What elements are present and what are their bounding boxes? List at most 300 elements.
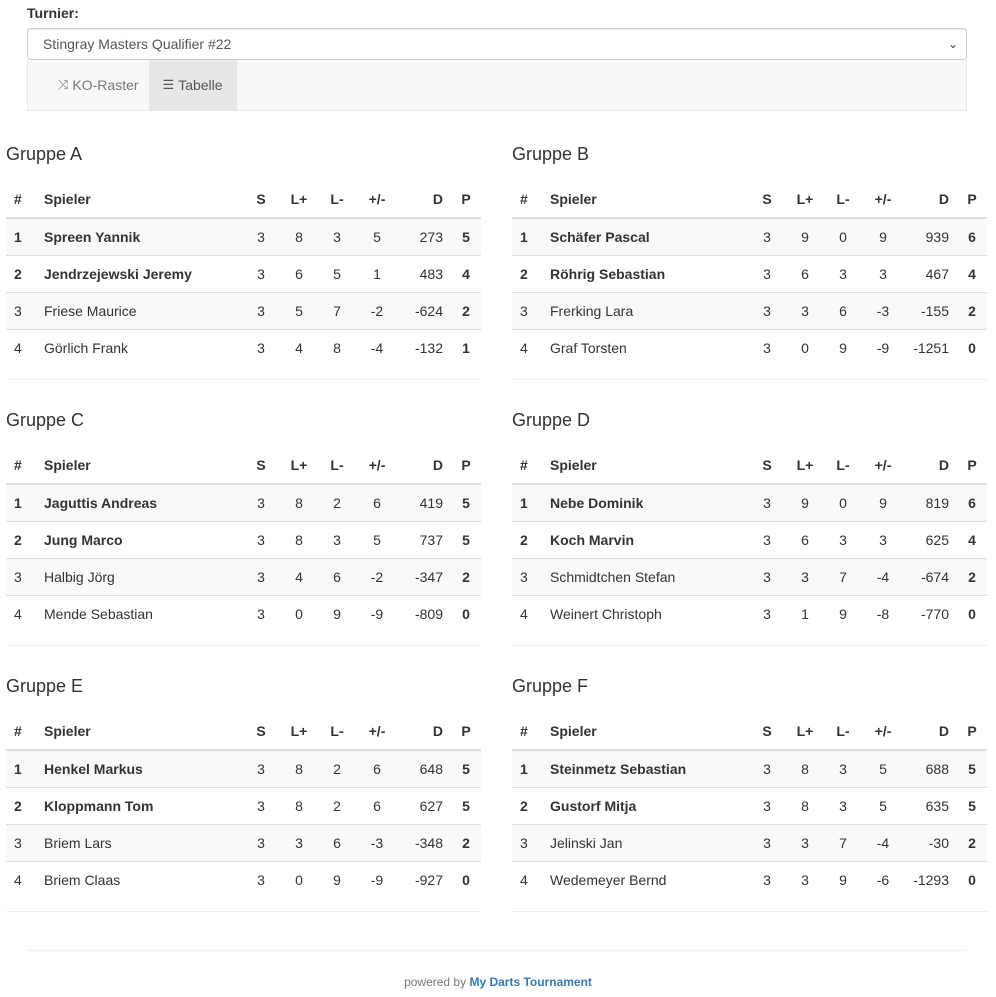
cell-p: 0 — [957, 330, 987, 367]
table-header-row — [6, 713, 481, 750]
cell-lp: 8 — [279, 218, 319, 256]
group-a — [6, 143, 481, 366]
cell-s: 3 — [243, 218, 279, 256]
cell-d: -624 — [399, 293, 451, 330]
cell-diff: 9 — [861, 484, 905, 522]
cell-d: -927 — [399, 862, 451, 899]
cell-player: Friese Maurice — [36, 293, 243, 330]
cell-lp: 3 — [785, 293, 825, 330]
column-header-d: D — [399, 181, 451, 218]
cell-lm: 9 — [825, 596, 861, 633]
cell-rank: 1 — [512, 218, 542, 256]
cell-lm: 9 — [319, 596, 355, 633]
cell-diff: 6 — [355, 750, 399, 788]
cell-diff: -4 — [861, 825, 905, 862]
cell-diff: 6 — [355, 788, 399, 825]
cell-s: 3 — [749, 293, 785, 330]
cell-player: Spreen Yannik — [36, 218, 243, 256]
cell-d: 625 — [905, 522, 957, 559]
column-header-diff: +/- — [861, 447, 905, 484]
group-title: Gruppe E — [6, 676, 84, 696]
cell-s: 3 — [243, 293, 279, 330]
cell-lp: 0 — [785, 330, 825, 367]
cell-d: -132 — [399, 330, 451, 367]
group-title: Gruppe A — [6, 144, 83, 164]
table-row — [6, 256, 481, 293]
cell-lm: 2 — [319, 750, 355, 788]
cell-diff: 9 — [861, 218, 905, 256]
cell-diff: -8 — [861, 596, 905, 633]
column-header-s: S — [243, 713, 279, 750]
column-header-lp: L+ — [785, 713, 825, 750]
cell-player: Steinmetz Sebastian — [542, 750, 749, 788]
cell-rank: 1 — [512, 484, 542, 522]
cell-player: Jendrzejewski Jeremy — [36, 256, 243, 293]
cell-lp: 8 — [785, 750, 825, 788]
table-row — [512, 750, 987, 788]
cell-lm: 9 — [319, 862, 355, 899]
cell-rank: 4 — [512, 596, 542, 633]
cell-diff: 5 — [355, 218, 399, 256]
column-header-lp: L+ — [785, 181, 825, 218]
cell-player: Jaguttis Andreas — [36, 484, 243, 522]
cell-s: 3 — [749, 218, 785, 256]
cell-player: Jung Marco — [36, 522, 243, 559]
table-row — [6, 218, 481, 256]
cell-p: 2 — [451, 825, 481, 862]
cell-lm: 3 — [319, 522, 355, 559]
cell-lm: 2 — [319, 788, 355, 825]
tab-ko-raster-label: KO-Raster — [72, 77, 139, 93]
cell-d: 737 — [399, 522, 451, 559]
cell-s: 3 — [749, 522, 785, 559]
table-row — [6, 522, 481, 559]
cell-p: 5 — [451, 788, 481, 825]
cell-rank: 1 — [6, 484, 36, 522]
group-title: Gruppe F — [512, 676, 589, 696]
cell-diff: 1 — [355, 256, 399, 293]
cell-d: -347 — [399, 559, 451, 596]
column-header-diff: +/- — [355, 447, 399, 484]
column-header-p: P — [451, 181, 481, 218]
column-header-lm: L- — [319, 447, 355, 484]
cell-diff: -3 — [355, 825, 399, 862]
tournament-label: Turnier: — [27, 5, 79, 21]
column-header-diff: +/- — [861, 181, 905, 218]
cell-lm: 7 — [825, 559, 861, 596]
column-header-s: S — [749, 181, 785, 218]
cell-s: 3 — [243, 788, 279, 825]
column-header-player: Spieler — [36, 713, 243, 750]
cell-d: 648 — [399, 750, 451, 788]
cell-diff: -2 — [355, 559, 399, 596]
cell-p: 2 — [957, 559, 987, 596]
table-row — [512, 293, 987, 330]
cell-diff: -2 — [355, 293, 399, 330]
cell-p: 4 — [957, 522, 987, 559]
cell-p: 5 — [451, 522, 481, 559]
cell-rank: 1 — [6, 218, 36, 256]
table-row — [6, 825, 481, 862]
cell-d: -30 — [905, 825, 957, 862]
cell-player: Gustorf Mitja — [542, 788, 749, 825]
table-row — [6, 484, 481, 522]
column-header-rank: # — [512, 447, 542, 484]
cell-lm: 6 — [825, 293, 861, 330]
cell-player: Mende Sebastian — [36, 596, 243, 633]
column-header-rank: # — [6, 713, 36, 750]
cell-d: 483 — [399, 256, 451, 293]
table-header-row — [6, 447, 481, 484]
cell-s: 3 — [749, 596, 785, 633]
cell-player: Röhrig Sebastian — [542, 256, 749, 293]
cell-p: 2 — [451, 559, 481, 596]
cell-p: 2 — [957, 293, 987, 330]
cell-p: 5 — [451, 484, 481, 522]
cell-s: 3 — [243, 522, 279, 559]
cell-p: 5 — [957, 788, 987, 825]
cell-p: 0 — [957, 862, 987, 899]
column-header-p: P — [957, 447, 987, 484]
column-header-s: S — [749, 713, 785, 750]
table-header-row — [6, 181, 481, 218]
column-header-p: P — [451, 713, 481, 750]
cell-p: 2 — [957, 825, 987, 862]
cell-rank: 2 — [512, 256, 542, 293]
cell-diff: 5 — [355, 522, 399, 559]
cell-lp: 3 — [785, 862, 825, 899]
column-header-lp: L+ — [279, 181, 319, 218]
table-header-row — [512, 447, 987, 484]
cell-lm: 9 — [825, 862, 861, 899]
cell-s: 3 — [749, 825, 785, 862]
cell-player: Schäfer Pascal — [542, 218, 749, 256]
cell-d: -674 — [905, 559, 957, 596]
column-header-d: D — [399, 447, 451, 484]
cell-p: 5 — [957, 750, 987, 788]
column-header-d: D — [905, 181, 957, 218]
cell-lp: 8 — [279, 750, 319, 788]
column-header-p: P — [451, 447, 481, 484]
column-header-rank: # — [512, 713, 542, 750]
cell-lm: 3 — [825, 750, 861, 788]
cell-s: 3 — [243, 559, 279, 596]
table-row — [512, 522, 987, 559]
tab-tabelle[interactable] — [149, 60, 237, 110]
table-row — [512, 596, 987, 633]
column-header-lm: L- — [825, 713, 861, 750]
group-divider — [6, 645, 481, 646]
cell-d: -1251 — [905, 330, 957, 367]
column-header-d: D — [905, 447, 957, 484]
cell-d: 939 — [905, 218, 957, 256]
cell-lp: 9 — [785, 484, 825, 522]
standings-table — [512, 181, 987, 366]
standings-table — [6, 181, 481, 366]
cell-s: 3 — [243, 256, 279, 293]
cell-rank: 3 — [512, 825, 542, 862]
group-title: Gruppe D — [512, 410, 591, 430]
cell-diff: -9 — [355, 862, 399, 899]
cell-lm: 2 — [319, 484, 355, 522]
cell-lm: 3 — [825, 256, 861, 293]
cell-p: 0 — [451, 862, 481, 899]
standings-table — [512, 713, 987, 898]
cell-rank: 3 — [6, 559, 36, 596]
cell-d: 635 — [905, 788, 957, 825]
column-header-d: D — [905, 713, 957, 750]
column-header-player: Spieler — [542, 181, 749, 218]
tournament-select-value: Stingray Masters Qualifier #22 — [43, 36, 232, 52]
cell-rank: 2 — [6, 522, 36, 559]
column-header-lm: L- — [319, 181, 355, 218]
cell-lm: 7 — [319, 293, 355, 330]
cell-diff: -3 — [861, 293, 905, 330]
cell-rank: 3 — [6, 825, 36, 862]
cell-s: 3 — [243, 825, 279, 862]
cell-player: Briem Lars — [36, 825, 243, 862]
cell-player: Schmidtchen Stefan — [542, 559, 749, 596]
cell-rank: 4 — [6, 596, 36, 633]
tab-ko-raster[interactable] — [48, 60, 149, 110]
cell-lp: 4 — [279, 559, 319, 596]
group-title: Gruppe B — [512, 144, 590, 164]
table-row — [512, 862, 987, 899]
group-divider — [512, 645, 987, 646]
column-header-lm: L- — [319, 713, 355, 750]
cell-diff: -9 — [861, 330, 905, 367]
cell-player: Briem Claas — [36, 862, 243, 899]
cell-lp: 8 — [785, 788, 825, 825]
cell-lp: 3 — [785, 825, 825, 862]
cell-diff: -9 — [355, 596, 399, 633]
cell-lp: 8 — [279, 522, 319, 559]
cell-rank: 2 — [6, 788, 36, 825]
column-header-rank: # — [6, 181, 36, 218]
group-f — [512, 675, 987, 898]
cell-rank: 3 — [512, 293, 542, 330]
cell-lm: 5 — [319, 256, 355, 293]
random-icon: ⤨ — [58, 77, 69, 92]
cell-rank: 1 — [512, 750, 542, 788]
table-row — [512, 825, 987, 862]
cell-diff: 3 — [861, 522, 905, 559]
cell-rank: 3 — [6, 293, 36, 330]
table-row — [6, 293, 481, 330]
cell-player: Halbig Jörg — [36, 559, 243, 596]
cell-lp: 0 — [279, 596, 319, 633]
cell-lm: 3 — [825, 522, 861, 559]
cell-player: Wedemeyer Bernd — [542, 862, 749, 899]
column-header-lm: L- — [825, 447, 861, 484]
view-tabs — [27, 60, 967, 111]
table-row — [6, 862, 481, 899]
footer-link[interactable]: My Darts Tournament — [469, 975, 592, 989]
cell-s: 3 — [749, 330, 785, 367]
standings-table — [6, 713, 481, 898]
cell-d: 419 — [399, 484, 451, 522]
column-header-s: S — [243, 447, 279, 484]
list-icon: ☰ — [162, 77, 175, 92]
group-e — [6, 675, 481, 898]
group-divider — [6, 911, 481, 912]
cell-player: Graf Torsten — [542, 330, 749, 367]
cell-lm: 8 — [319, 330, 355, 367]
cell-d: -155 — [905, 293, 957, 330]
cell-d: 688 — [905, 750, 957, 788]
column-header-lp: L+ — [279, 713, 319, 750]
cell-player: Kloppmann Tom — [36, 788, 243, 825]
group-title: Gruppe C — [6, 410, 85, 430]
column-header-rank: # — [512, 181, 542, 218]
cell-rank: 4 — [512, 330, 542, 367]
cell-lp: 1 — [785, 596, 825, 633]
cell-diff: 5 — [861, 750, 905, 788]
cell-d: 467 — [905, 256, 957, 293]
cell-diff: 3 — [861, 256, 905, 293]
cell-lm: 6 — [319, 559, 355, 596]
cell-d: -770 — [905, 596, 957, 633]
cell-diff: -4 — [861, 559, 905, 596]
cell-s: 3 — [749, 484, 785, 522]
group-d — [512, 409, 987, 632]
column-header-diff: +/- — [355, 181, 399, 218]
cell-lm: 9 — [825, 330, 861, 367]
cell-d: -809 — [399, 596, 451, 633]
cell-lp: 6 — [279, 256, 319, 293]
cell-lp: 6 — [785, 256, 825, 293]
cell-rank: 3 — [512, 559, 542, 596]
cell-d: 273 — [399, 218, 451, 256]
cell-d: 627 — [399, 788, 451, 825]
cell-player: Frerking Lara — [542, 293, 749, 330]
footer-prefix: powered by — [404, 975, 467, 989]
column-header-player: Spieler — [542, 713, 749, 750]
cell-diff: -4 — [355, 330, 399, 367]
cell-s: 3 — [243, 750, 279, 788]
column-header-d: D — [399, 713, 451, 750]
column-header-player: Spieler — [542, 447, 749, 484]
group-divider — [512, 911, 987, 912]
column-header-player: Spieler — [36, 447, 243, 484]
footer-divider — [27, 950, 967, 951]
table-row — [6, 788, 481, 825]
table-row — [512, 484, 987, 522]
cell-lp: 8 — [279, 788, 319, 825]
cell-rank: 2 — [512, 522, 542, 559]
cell-lp: 3 — [279, 825, 319, 862]
cell-lm: 6 — [319, 825, 355, 862]
column-header-player: Spieler — [36, 181, 243, 218]
cell-lm: 3 — [825, 788, 861, 825]
cell-d: -1293 — [905, 862, 957, 899]
cell-lm: 0 — [825, 484, 861, 522]
cell-lp: 5 — [279, 293, 319, 330]
cell-rank: 2 — [6, 256, 36, 293]
column-header-s: S — [749, 447, 785, 484]
cell-p: 5 — [451, 218, 481, 256]
cell-rank: 4 — [6, 862, 36, 899]
table-header-row — [512, 713, 987, 750]
standings-table — [512, 447, 987, 632]
cell-lp: 0 — [279, 862, 319, 899]
cell-p: 6 — [957, 218, 987, 256]
cell-s: 3 — [749, 750, 785, 788]
cell-rank: 4 — [512, 862, 542, 899]
cell-p: 6 — [957, 484, 987, 522]
cell-lm: 0 — [825, 218, 861, 256]
cell-diff: 6 — [355, 484, 399, 522]
group-b — [512, 143, 987, 366]
table-row — [512, 218, 987, 256]
table-row — [512, 256, 987, 293]
cell-s: 3 — [243, 330, 279, 367]
cell-player: Görlich Frank — [36, 330, 243, 367]
cell-s: 3 — [749, 256, 785, 293]
cell-rank: 1 — [6, 750, 36, 788]
cell-s: 3 — [749, 862, 785, 899]
cell-player: Koch Marvin — [542, 522, 749, 559]
column-header-lm: L- — [825, 181, 861, 218]
cell-player: Jelinski Jan — [542, 825, 749, 862]
column-header-diff: +/- — [355, 713, 399, 750]
standings-table — [6, 447, 481, 632]
cell-lp: 8 — [279, 484, 319, 522]
cell-p: 1 — [451, 330, 481, 367]
group-divider — [6, 379, 481, 380]
cell-rank: 4 — [6, 330, 36, 367]
cell-p: 2 — [451, 293, 481, 330]
cell-s: 3 — [243, 862, 279, 899]
table-row — [512, 559, 987, 596]
column-header-p: P — [957, 713, 987, 750]
cell-lp: 4 — [279, 330, 319, 367]
cell-p: 0 — [957, 596, 987, 633]
table-row — [512, 788, 987, 825]
tournament-header — [27, 0, 967, 111]
column-header-s: S — [243, 181, 279, 218]
cell-lm: 7 — [825, 825, 861, 862]
cell-player: Henkel Markus — [36, 750, 243, 788]
table-row — [6, 559, 481, 596]
table-row — [6, 750, 481, 788]
cell-d: 819 — [905, 484, 957, 522]
group-c — [6, 409, 481, 632]
cell-p: 4 — [957, 256, 987, 293]
cell-s: 3 — [243, 596, 279, 633]
cell-s: 3 — [243, 484, 279, 522]
cell-s: 3 — [749, 559, 785, 596]
cell-diff: 5 — [861, 788, 905, 825]
group-divider — [512, 379, 987, 380]
column-header-p: P — [957, 181, 987, 218]
cell-rank: 2 — [512, 788, 542, 825]
chevron-down-icon: ⌄ — [947, 37, 958, 51]
column-header-diff: +/- — [861, 713, 905, 750]
table-row — [512, 330, 987, 367]
cell-lp: 9 — [785, 218, 825, 256]
cell-lp: 3 — [785, 559, 825, 596]
tournament-select[interactable] — [27, 28, 967, 60]
cell-p: 4 — [451, 256, 481, 293]
cell-diff: -6 — [861, 862, 905, 899]
table-row — [6, 596, 481, 633]
column-header-lp: L+ — [785, 447, 825, 484]
cell-p: 5 — [451, 750, 481, 788]
table-row — [6, 330, 481, 367]
cell-lp: 6 — [785, 522, 825, 559]
column-header-rank: # — [6, 447, 36, 484]
